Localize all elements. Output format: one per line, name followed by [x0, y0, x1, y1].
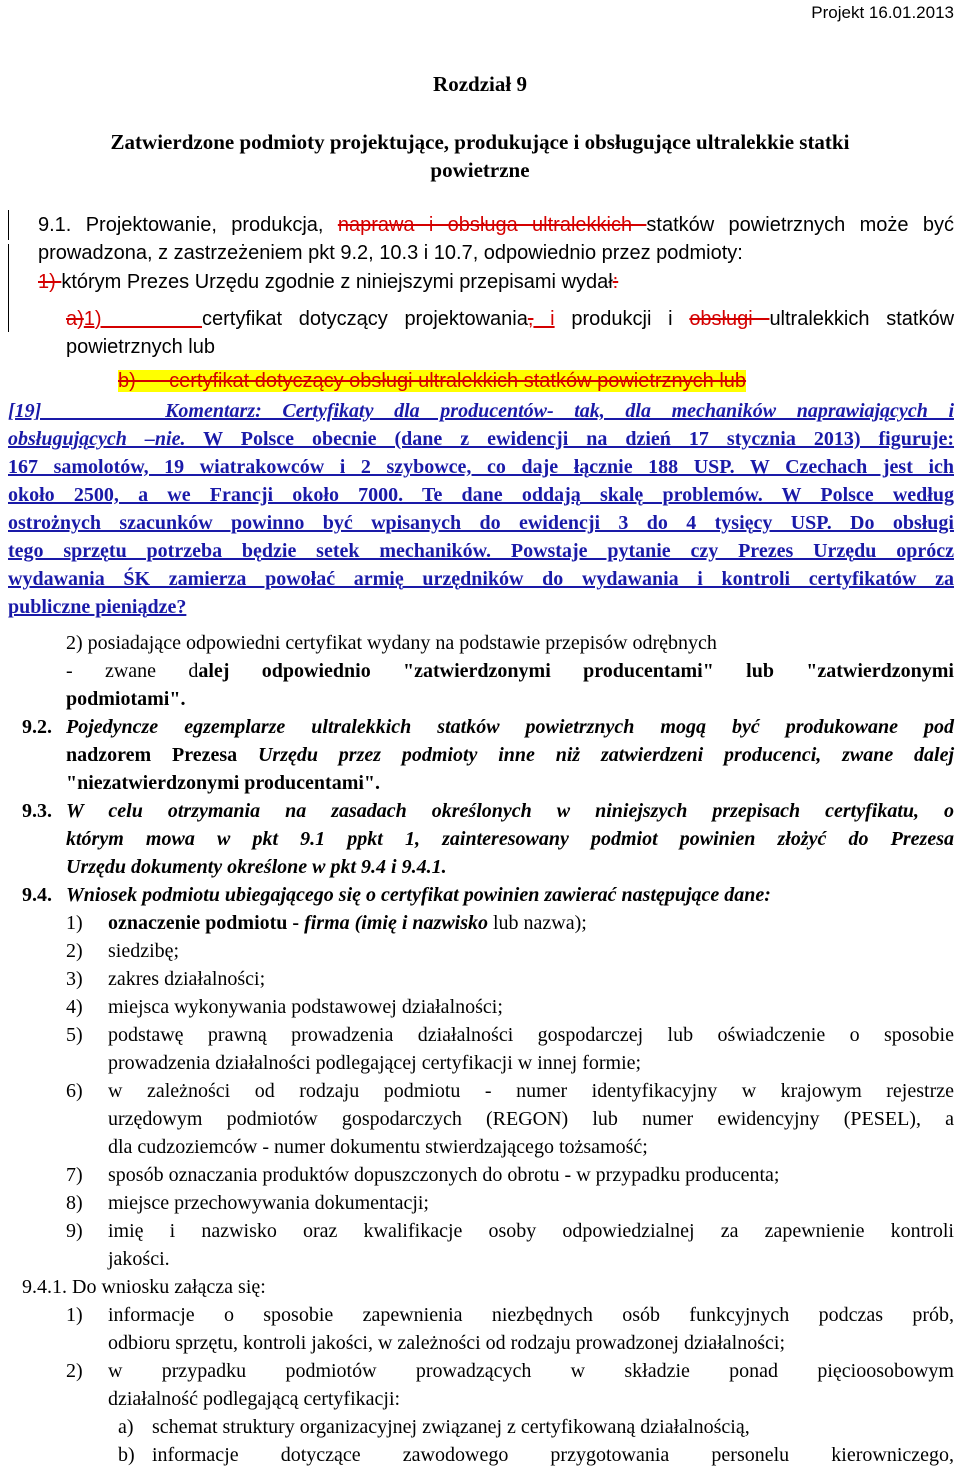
s93-number: 9.3.: [22, 800, 52, 822]
s91-line5: powietrznych lub: [66, 336, 215, 358]
s93-line3: Urzędu dokumenty określone w pkt 9.4 i 9.4.1.: [66, 856, 447, 878]
list-item-cont: odbioru sprzętu, kontroli jakości, w zależności od rodzaju prowadzonej działalności;: [108, 1332, 786, 1354]
s92-line2: nadzorem Prezesa Urzędu przez podmioty inne niż zatwierdzeni producenci, zwane dalej: [66, 744, 954, 766]
chapter-title: Rozdział 9: [433, 72, 527, 96]
list-item: w zależności od rodzaju podmiotu - numer identyfikacyjny w krajowym rejestrze: [108, 1080, 954, 1102]
list-item-cont: jakości.: [108, 1248, 170, 1270]
list-item: zakres działalności;: [108, 968, 266, 990]
chapter-subtitle-line1: Zatwierdzone podmioty projektujące, produkujące i obsługujące ultralekkie statki: [110, 130, 850, 154]
p2-line1: 2) posiadające odpowiedni certyfikat wydany na podstawie przepisów odrębnych: [66, 632, 717, 654]
s91-line2: prowadzona, z zastrzeżeniem pkt 9.2, 10.3 i 10.7, odpowiednio przez podmioty:: [38, 242, 743, 264]
list-number: 7): [66, 1164, 83, 1186]
s91-line6-deleted: b) certyfikat dotyczący obsługi ultralekkich statków powietrznych lub: [118, 370, 747, 392]
list-item: w przypadku podmiotów prowadzących w składzie ponad pięcioosobowym: [108, 1360, 954, 1382]
list-item: informacje o sposobie zapewnienia niezbędnych osób funkcyjnych podczas prób,: [108, 1304, 954, 1326]
s94-number: 9.4.: [22, 884, 52, 906]
s941-line1: 9.4.1. Do wniosku załącza się:: [22, 1276, 266, 1298]
list-number: 6): [66, 1080, 83, 1102]
project-date-header: Projekt 16.01.2013: [811, 3, 954, 22]
list-item: oznaczenie podmiotu - firma (imię i nazwisko lub nazwa);: [108, 912, 587, 934]
s91-line4: a)1) certyfikat dotyczący projektowania, i produkcji i obsługi ultralekkich statków: [66, 308, 955, 330]
change-bar: [8, 244, 9, 332]
list-number: 2): [66, 1360, 83, 1382]
comment-line4: około 2500, a we Francji około 7000. Te dane oddają skalę problemów. W Polsce według: [8, 484, 954, 506]
p2-line3: podmiotami".: [66, 688, 186, 710]
list-item-cont: działalność podlegającą certyfikacji:: [108, 1388, 401, 1410]
list-number: 5): [66, 1024, 83, 1046]
list-number: 3): [66, 968, 83, 990]
list-number: 1): [66, 1304, 83, 1326]
s92-line1: Pojedyncze egzemplarze ultralekkich statków powietrznych mogą być produkowane pod: [66, 716, 954, 738]
s91-line1: 9.1. Projektowanie, produkcja, naprawa i obsługa ultralekkich statków powietrznych może być: [38, 214, 954, 236]
chapter-subtitle-line2: powietrzne: [430, 158, 530, 182]
s93-line2: którym mowa w pkt 9.1 ppkt 1, zainteresowany podmiot powinien złożyć do Prezesa: [66, 828, 954, 850]
list-item: imię i nazwisko oraz kwalifikacje osoby odpowiedzialnej za zapewnienie kontroli: [108, 1220, 954, 1242]
s93-line1: W celu otrzymania na zasadach określonych w niniejszych przepisach certyfikatu, o: [66, 800, 954, 822]
s92-line3: "niezatwierdzonymi producentami".: [66, 772, 381, 794]
comment-line1: [19] Komentarz: Certyfikaty dla producentów- tak, dla mechaników naprawiających i: [8, 400, 954, 422]
list-item-cont: dla cudzoziemców - numer dokumentu stwierdzającego tożsamość;: [108, 1136, 648, 1158]
comment-line7: wydawania ŚK zamierza powołać armię urzędników do wydawania i kontroli certyfikatów za: [8, 568, 954, 590]
comment-line3: 167 samolotów, 19 wiatrakowców i 2 szybowce, co daje łącznie 188 USP. W Czechach jest ich: [8, 456, 954, 478]
list-number: 2): [66, 940, 83, 962]
comment-line8: publiczne pieniądze?: [8, 596, 187, 618]
list-item-cont: prowadzenia działalności podlegającej certyfikacji w innej formie;: [108, 1052, 642, 1074]
list-number: 4): [66, 996, 83, 1018]
s94-line1: Wniosek podmiotu ubiegającego się o certyfikat powinien zawierać następujące dane:: [66, 884, 771, 906]
list-item: podstawę prawną prowadzenia działalności gospodarczej lub oświadczenie o sposobie: [108, 1024, 954, 1046]
sublist-letter: a): [118, 1416, 134, 1438]
sublist-item: informacje dotyczące zawodowego przygotowania personelu kierowniczego,: [152, 1444, 954, 1466]
comment-line2: obsługujących –nie. W Polsce obecnie (dane z ewidencji na dzień 17 stycznia 2013) figuruje:: [8, 428, 955, 450]
list-item: siedzibę;: [108, 940, 180, 962]
p2-line2: - zwane dalej odpowiednio "zatwierdzonymi producentami" lub "zatwierdzonymi: [66, 660, 954, 682]
change-bar: [8, 210, 9, 240]
comment-line5: ostrożnych szacunków powinno być wpisanych do ewidencji 3 do 4 tysięcy USP. Do obsługi: [8, 512, 954, 534]
list-item: miejsca wykonywania podstawowej działalności;: [108, 996, 503, 1018]
list-item: sposób oznaczania produktów dopuszczonych do obrotu - w przypadku producenta;: [108, 1164, 780, 1186]
list-item-cont: urzędowym podmiotów gospodarczych (REGON) lub numer ewidencyjny (PESEL), a: [108, 1108, 954, 1130]
list-number: 1): [66, 912, 83, 934]
deleted-text: naprawa i obsługa ultralekkich: [337, 214, 647, 236]
sublist-item: schemat struktury organizacyjnej związanej z certyfikowaną działalnością,: [152, 1416, 750, 1438]
list-number: 8): [66, 1192, 83, 1214]
comment-line6: tego sprzętu potrzeba będzie setek mechaników. Powstaje pytanie czy Prezes Urzędu oprócz: [8, 540, 954, 562]
s91-line3: 1) którym Prezes Urzędu zgodnie z niniejszymi przepisami wydał:: [38, 271, 619, 293]
sublist-letter: b): [118, 1444, 135, 1466]
list-number: 9): [66, 1220, 83, 1242]
s92-number: 9.2.: [22, 716, 52, 738]
list-item: miejsce przechowywania dokumentacji;: [108, 1192, 429, 1214]
